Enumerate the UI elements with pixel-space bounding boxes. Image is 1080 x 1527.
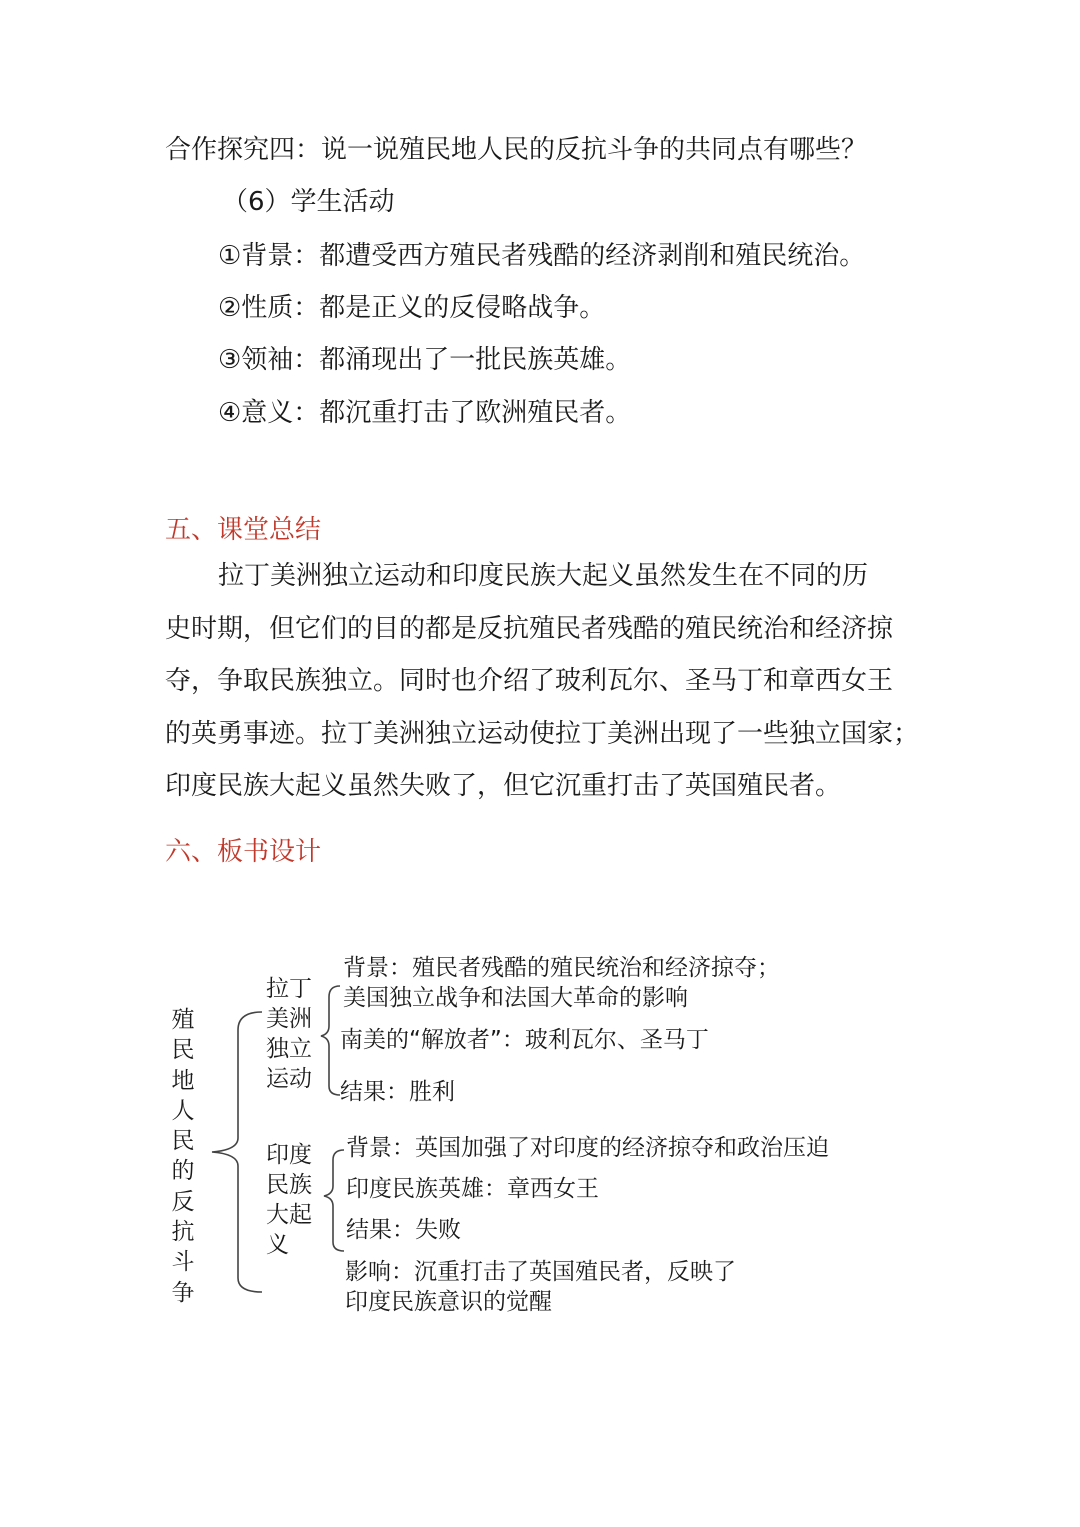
- inquiry-question: 合作探究四：说一说殖民地人民的反抗斗争的共同点有哪些？: [165, 135, 868, 165]
- latin-item-influence: 美国独立战争和法国大革命的影响: [343, 985, 688, 1011]
- india-item-result: 结果：失败: [346, 1217, 461, 1243]
- common-point-leaders: ③领袖：都涌现出了一批民族英雄。: [218, 345, 632, 375]
- board-root-label: 殖 民 地 人 民 的 反 抗 斗 争: [171, 1007, 195, 1306]
- summary-line: 史时期，但它们的目的都是反抗殖民者残酷的殖民统治和经济掠: [165, 613, 894, 644]
- branch-india-label-line: 义: [266, 1232, 289, 1258]
- india-item-hero: 印度民族英雄：章西女王: [346, 1176, 599, 1202]
- branch-latin-label-line: 独立: [266, 1036, 312, 1062]
- common-point-significance: ④意义：都沉重打击了欧洲殖民者。: [218, 398, 632, 428]
- latin-item-background: 背景：殖民者残酷的殖民统治和经济掠夺；: [343, 955, 780, 981]
- common-point-nature: ②性质：都是正义的反侵略战争。: [218, 293, 606, 323]
- summary-line: 拉丁美洲独立运动和印度民族大起义虽然发生在不同的历: [218, 561, 869, 591]
- branch-latin-label-line: 运动: [266, 1066, 312, 1092]
- india-item-impact: 影响：沉重打击了英国殖民者，反映了: [345, 1259, 736, 1285]
- board-design-heading: 六、板书设计: [165, 837, 322, 867]
- summary-line: 印度民族大起义虽然失败了，但它沉重打击了英国殖民者。: [165, 771, 842, 801]
- india-item-background: 背景：英国加强了对印度的经济掠夺和政治压迫: [346, 1135, 829, 1161]
- latin-item-result: 结果：胜利: [340, 1079, 455, 1105]
- branch-latin-label-line: 拉丁: [266, 976, 312, 1002]
- student-activity-heading: （6）学生活动: [222, 187, 395, 217]
- common-point-background: ①背景：都遭受西方殖民者残酷的经济剥削和殖民统治。: [218, 241, 866, 271]
- branch-india-label-line: 大起: [266, 1202, 312, 1228]
- summary-line: 夺，争取民族独立。同时也介绍了玻利瓦尔、圣马丁和章西女王: [165, 666, 894, 696]
- branch-india-label-line: 印度: [266, 1142, 312, 1168]
- latin-item-liberators: 南美的“解放者”：玻利瓦尔、圣马丁: [340, 1027, 709, 1053]
- summary-heading: 五、课堂总结: [165, 515, 322, 545]
- branch-latin-label-line: 美洲: [266, 1006, 312, 1032]
- summary-line: 的英勇事迹。拉丁美洲独立运动使拉丁美洲出现了一些独立国家；: [165, 718, 920, 749]
- branch-india-label-line: 民族: [266, 1172, 312, 1198]
- india-item-impact-cont: 印度民族意识的觉醒: [345, 1289, 552, 1315]
